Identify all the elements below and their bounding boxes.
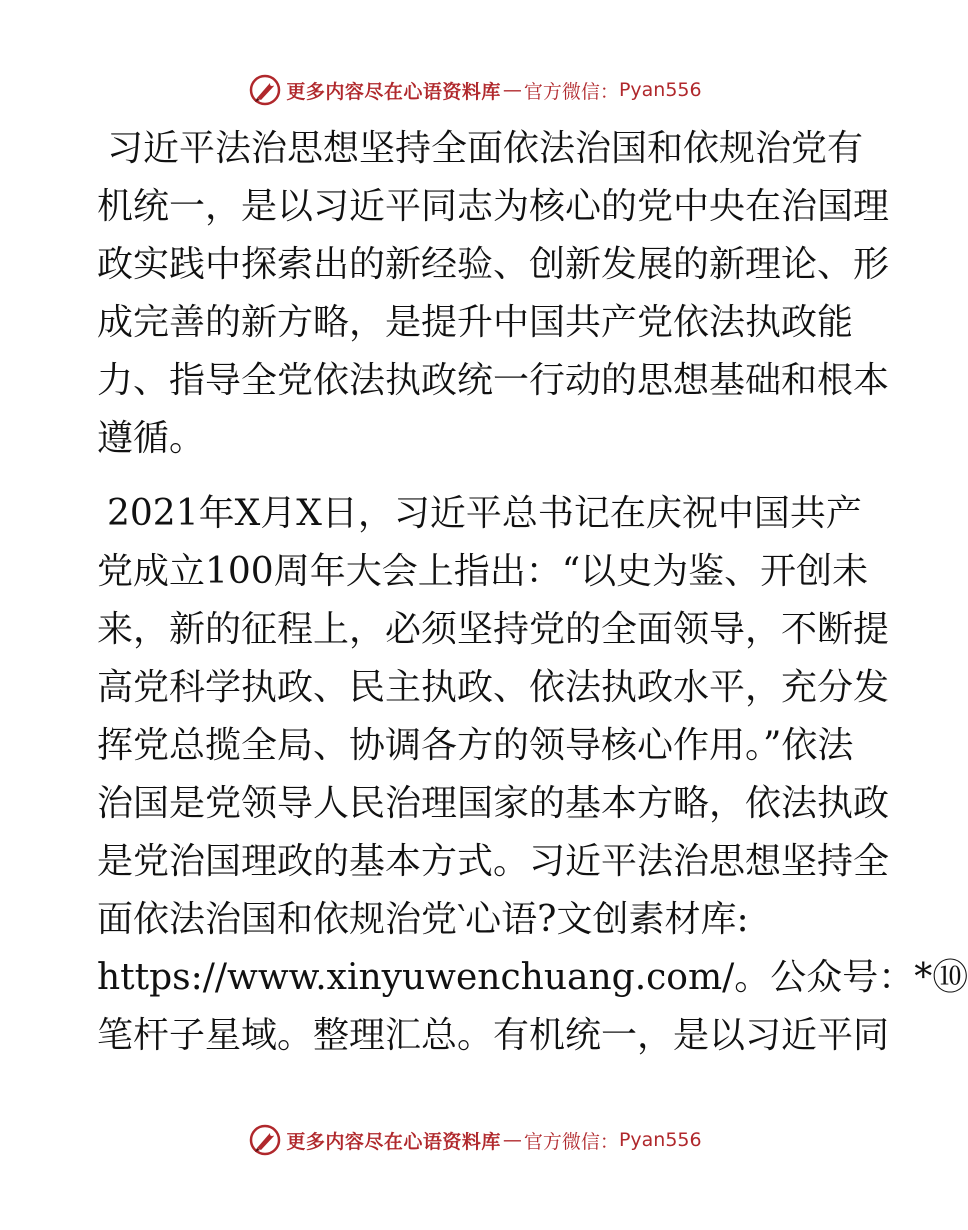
paragraph-2 xyxy=(97,485,968,1065)
header-watermark-banner xyxy=(0,70,950,110)
paragraph-1 xyxy=(97,120,890,468)
text-line: 治国是党领导人民治理国家的基本方略，依法执政 xyxy=(97,783,890,824)
text-line: 习近平法治思想坚持全面依法治国和依规治党有 xyxy=(107,128,864,169)
text-line: https://www.xinyuwenchuang.com/。公众号：*⑩ xyxy=(97,957,968,998)
text-line: 成完善的新方略，是提升中国共产党依法执政能 xyxy=(97,302,854,343)
text-line: 面依法治国和依规治党‵心语?文创素材库: xyxy=(97,899,749,940)
text-line: 挥党总揽全局、协调各方的领导核心作用。”依法 xyxy=(97,725,854,766)
watermark-brand-text: 更多内容尽在心语资料库 xyxy=(286,1130,501,1153)
text-line: 高党科学执政、民主执政、依法执政水平，充分发 xyxy=(97,667,890,708)
pen-logo-icon xyxy=(248,73,282,107)
pen-logo-icon xyxy=(248,1123,282,1157)
footer-watermark-banner xyxy=(0,1120,950,1160)
text-line: 来，新的征程上，必须坚持党的全面领导，不断提 xyxy=(97,609,890,650)
text-line: 力、指导全党依法执政统一行动的思想基础和根本 xyxy=(97,360,890,401)
watermark-brand-text: 更多内容尽在心语资料库 xyxy=(286,80,501,103)
watermark-separator: — xyxy=(502,1129,522,1151)
text-line: 是党治国理政的基本方式。习近平法治思想坚持全 xyxy=(97,841,890,882)
watermark-wechat-id: Pyan556 xyxy=(618,79,702,101)
text-line: 政实践中探索出的新经验、创新发展的新理论、形 xyxy=(97,244,890,285)
text-line: 2021年X月X日，习近平总书记在庆祝中国共产 xyxy=(107,493,862,534)
watermark-wechat-id: Pyan556 xyxy=(618,1129,702,1151)
watermark-separator: — xyxy=(502,79,522,101)
watermark-wechat-label: 官方微信： xyxy=(523,80,619,103)
text-line: 笔杆子星域。整理汇总。有机统一，是以习近平同 xyxy=(97,1015,890,1056)
text-line: 党成立100周年大会上指出：“以史为鉴、开创未 xyxy=(97,551,869,592)
watermark-wechat-label: 官方微信： xyxy=(523,1130,619,1153)
text-line: 机统一，是以习近平同志为核心的党中央在治国理 xyxy=(97,186,890,227)
text-line: 遵循。 xyxy=(97,418,206,459)
